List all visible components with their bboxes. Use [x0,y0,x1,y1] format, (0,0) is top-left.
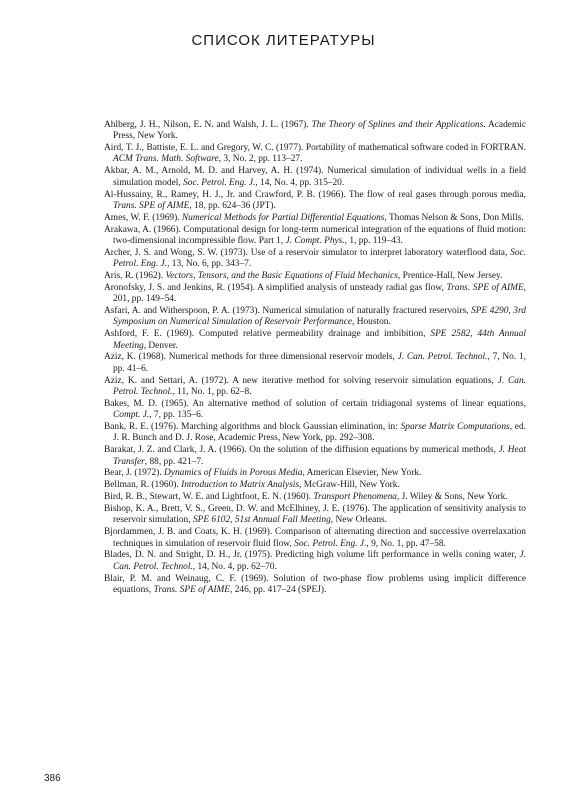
reference-title: Sparse Matrix Computations [400,422,510,433]
reference-entry [104,468,526,479]
reference-entry [104,306,526,329]
reference-entry [104,504,526,527]
reference-title: Trans. SPE of AIME [153,584,231,595]
reference-details: , Prentice-Hall, New Jersey. [397,271,503,282]
reference-authors-text: Archer, J. S. and Wong, S. W. (1973). Use of a reservoir simulator to interpret laboratory waterflood data, [104,247,511,258]
reference-entry [104,283,526,306]
reference-title: SPE 4290, 3rd Symposium on Numerical Simulation of Reservoir Performance [113,306,526,328]
reference-authors-text: Blair, P. M. and Weinaug, C. F. (1969). Solution of two-phase flow problems using implicit difference equations, [104,573,526,595]
reference-authors-text: Aziz, K. and Settari, A. (1972). A new iterative method for solving reservoir simulation equations, [104,375,498,386]
reference-title: Vectors, Tensors, and the Basic Equations of Fluid Mechanics [165,271,398,282]
reference-title: SPE 6102, 51st Annual Fall Meeting [192,515,331,526]
reference-authors-text: Bear, J. (1972). [104,468,165,479]
reference-details: , J. Wiley & Sons, New York. [396,492,508,503]
reference-entry [104,492,526,503]
reference-authors-text: Bank, R. E. (1976). Marching algorithms and block Gaussian elimination, in: [104,422,401,433]
reference-details: , 11, No. 1, pp. 62–8. [172,386,252,397]
reference-title: Soc. Petrol. Eng. J. [294,538,367,549]
reference-authors-text: Arakawa, A. (1966). Computational design for long-term numerical integration of the equations of fluid motion: two-dimensional incompressible flow. Part 1, [104,224,526,246]
reference-entry [104,422,526,445]
reference-details: , American Elsevier, New York. [302,468,422,479]
reference-authors-text: Ashford, F. E. (1969). Computed relative permeability drainage and imbibition, [104,329,431,340]
reference-details: , ed. J. R. Bunch and D. J. Rose, Academic Press, New York, pp. 292–308. [113,422,526,444]
reference-title: Compt. J. [113,410,150,421]
reference-title: Soc. Petrol. Eng. J. [183,177,256,188]
reference-details: , 246, pp. 417–24 (SPEJ). [230,584,327,595]
reference-entry [104,213,526,224]
reference-entry [104,550,526,573]
page-number: 386 [44,773,61,784]
reference-title: Dynamics of Fluids in Porous Media [164,468,303,479]
reference-details: , McGraw-Hill, New York. [299,480,400,491]
reference-details: , 1, pp. 119–43. [344,235,403,246]
reference-authors-text: Bird, R. B., Stewart, W. E. and Lightfoot, E. N. (1960). [104,492,314,503]
reference-details: , 3, No. 2, pp. 113–27. [218,154,303,165]
reference-title: The Theory of Splines and their Applications [311,120,484,130]
reference-title: ACM Trans. Math. Software [113,154,219,165]
reference-authors-text: Aziz, K. (1968). Numerical methods for three dimensional reservoir models, [104,352,398,363]
reference-title: Numerical Methods for Partial Differential Equations [181,212,385,223]
reference-details: , Denver. [143,340,178,351]
reference-details: , 7, No. 1, pp. 41–6. [113,352,526,374]
reference-entry [104,143,526,166]
reference-title: J. Can. Petrol. Technol. [113,375,526,397]
reference-details: , 18, pp. 624–36 (JPT). [189,200,276,211]
reference-entry [104,120,526,143]
reference-authors-text: Bellman, R. (1960). [104,480,182,491]
reference-entry [104,225,526,248]
reference-entry [104,271,526,282]
reference-entry [104,527,526,550]
reference-authors-text: Bjordammen, J. B. and Coats, K. H. (1969). Comparison of alternating direction and successive overrelaxation techniques in simulation of reservoir fluid flow, [104,527,526,549]
reference-details: , 14, No. 4, pp. 62–70. [192,561,277,572]
reference-title: Trans. SPE of AIME [113,200,190,211]
reference-authors-text: Aris, R. (1962). [104,271,166,282]
reference-authors-text: Asfari, A. and Witherspoon, P. A. (1973). Numerical simulation of naturally fractured reservoirs, [104,306,471,317]
reference-entry [104,480,526,491]
reference-title: Soc. Petrol. Eng. J. [113,247,526,270]
reference-details: , Thomas Nelson & Sons, Don Mills. [384,212,524,223]
reference-details: , 7, pp. 135–6. [149,410,204,421]
reference-authors-text: Aronofsky, J. S. and Jenkins, R. (1954). A simplified analysis of unsteady radial gas flow, [104,282,447,293]
reference-title: J. Can. Petrol. Technol. [113,550,526,572]
reference-details: , 88, pp. 421–7. [144,456,204,467]
reference-authors-text: Barakat, J. Z. and Clark, J. A. (1966). On the solution of the diffusion equations by numerical methods, [104,445,499,456]
reference-entry [104,352,526,375]
reference-entry [104,445,526,468]
reference-details: , Houston. [352,317,391,328]
reference-title: SPE 2582, 44th Annual Meeting [113,329,526,351]
reference-entry [104,166,526,189]
reference-entry [104,190,526,213]
reference-details: , 9, No. 1, pp. 47–58. [366,538,446,549]
reference-title: Transport Phenomena [313,492,397,503]
reference-authors-text: Al-Hussainy, R., Ramey, H. J., Jr. and Crawford, P. B. (1966). The flow of real gases through porous media, [104,189,526,200]
reference-authors-text: Ahlberg, J. H., Nilson, E. N. and Walsh, J. L. (1967). [104,120,312,130]
reference-entry [104,329,526,352]
reference-entry [104,376,526,399]
reference-authors-text: Ames, W. F. (1969). [104,212,182,223]
reference-entry [104,399,526,422]
reference-details: , 201, pp. 149–54. [113,282,527,305]
reference-title: J. Can. Petrol. Technol. [397,352,488,363]
reference-details: . Academic Press, New York. [113,120,527,142]
reference-entry [104,248,526,271]
reference-authors-text: Bakes, M. D. (1965). An alternative method of solution of certain tridiagonal systems of linear equations, [104,398,526,409]
reference-title: Trans. SPE of AIME [446,282,524,293]
reference-authors-text: Aird, T. J., Battiste, E. L. and Gregory, W. C. (1977). Portability of mathematical software coded in FORTRAN. [104,143,526,154]
page-title: СПИСОК ЛИТЕРАТУРЫ [191,32,376,49]
reference-details: , 13, No. 6, pp. 343–7. [167,259,252,270]
reference-authors-text: Blades, D. N. and Stright, D. H., Jr. (1975). Predicting high volume lift performance in wells coning water, [104,550,520,561]
reference-details: , New Orleans. [330,515,388,526]
reference-title: J. Heat Transfer [113,445,526,467]
reference-entry [104,574,526,597]
reference-title: Introduction to Matrix Analysis [181,480,300,491]
reference-details: , 14, No. 4, pp. 315–20. [255,177,345,188]
reference-authors-text: Akbar, A. M., Arnold, M. D. and Harvey, A. H. (1974). Numerical simulation of individual wells in a field simulation model, [104,166,526,188]
reference-list [104,120,526,597]
reference-authors-text: Bishop, K. A., Brett, V. S., Green, D. W. and McElhiney, J. E. (1976). The application of sensitivity analysis to reservoir simulation, [104,504,526,526]
reference-title: J. Compt. Phys. [285,235,345,246]
